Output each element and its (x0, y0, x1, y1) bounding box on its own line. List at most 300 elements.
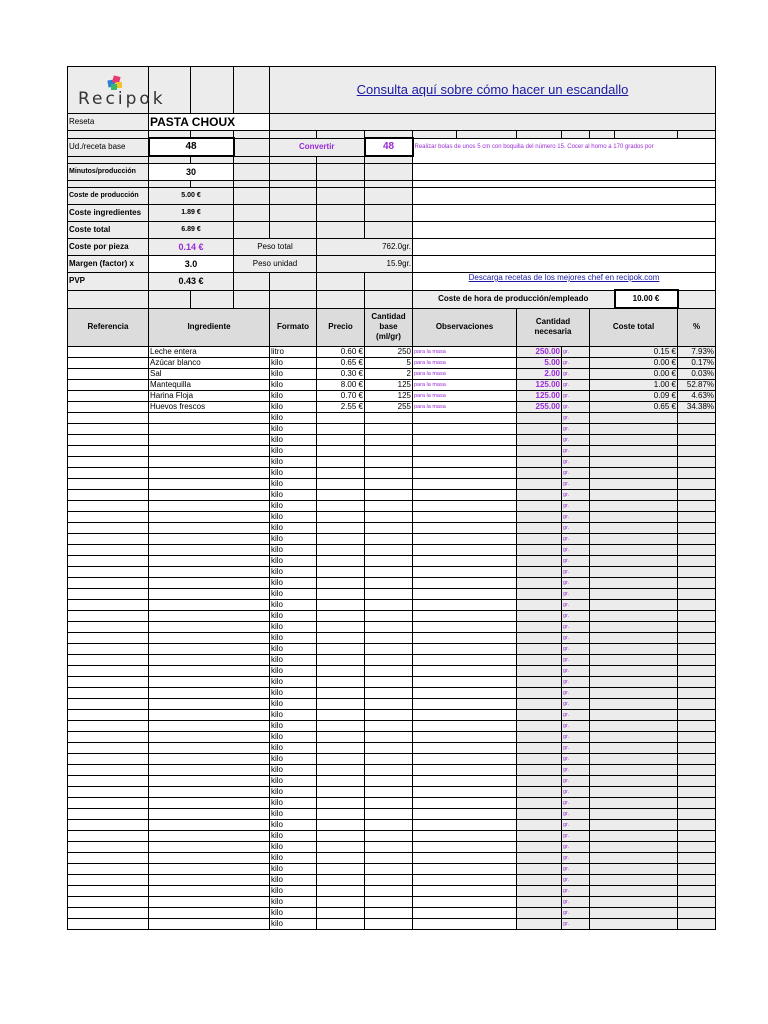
obs-cell[interactable] (413, 687, 517, 698)
precio-cell[interactable] (317, 874, 365, 885)
formato-cell[interactable]: kilo (270, 456, 317, 467)
ingrediente-cell[interactable] (149, 434, 270, 445)
formato-cell[interactable]: kilo (270, 610, 317, 621)
obs-cell[interactable] (413, 775, 517, 786)
referencia-cell[interactable] (68, 511, 149, 522)
obs-cell[interactable] (413, 467, 517, 478)
precio-cell[interactable] (317, 885, 365, 896)
ingrediente-cell[interactable] (149, 852, 270, 863)
precio-cell[interactable]: 0.70 € (317, 390, 365, 401)
formato-cell[interactable]: kilo (270, 588, 317, 599)
ingrediente-cell[interactable] (149, 643, 270, 654)
obs-cell[interactable] (413, 434, 517, 445)
precio-cell[interactable] (317, 665, 365, 676)
formato-cell[interactable]: kilo (270, 522, 317, 533)
referencia-cell[interactable] (68, 687, 149, 698)
ingrediente-cell[interactable] (149, 610, 270, 621)
base-cell[interactable] (365, 555, 413, 566)
precio-cell[interactable] (317, 456, 365, 467)
formato-cell[interactable]: kilo (270, 808, 317, 819)
referencia-cell[interactable] (68, 720, 149, 731)
base-cell[interactable] (365, 907, 413, 918)
ingrediente-cell[interactable]: Mantequilla (149, 379, 270, 390)
referencia-cell[interactable] (68, 709, 149, 720)
ingrediente-cell[interactable] (149, 533, 270, 544)
formato-cell[interactable]: kilo (270, 665, 317, 676)
ingrediente-cell[interactable] (149, 412, 270, 423)
precio-cell[interactable] (317, 698, 365, 709)
precio-cell[interactable]: 0.60 € (317, 346, 365, 357)
precio-cell[interactable]: 0.30 € (317, 368, 365, 379)
formato-cell[interactable]: kilo (270, 786, 317, 797)
referencia-cell[interactable] (68, 423, 149, 434)
referencia-cell[interactable] (68, 456, 149, 467)
obs-cell[interactable] (413, 698, 517, 709)
formato-cell[interactable]: kilo (270, 412, 317, 423)
precio-cell[interactable] (317, 731, 365, 742)
precio-cell[interactable]: 2.55 € (317, 401, 365, 412)
referencia-cell[interactable] (68, 863, 149, 874)
obs-cell[interactable] (413, 654, 517, 665)
formato-cell[interactable]: kilo (270, 874, 317, 885)
formato-cell[interactable]: kilo (270, 368, 317, 379)
base-cell[interactable] (365, 599, 413, 610)
base-cell[interactable] (365, 511, 413, 522)
formato-cell[interactable]: kilo (270, 621, 317, 632)
formato-cell[interactable]: kilo (270, 500, 317, 511)
ingrediente-cell[interactable] (149, 731, 270, 742)
precio-cell[interactable] (317, 489, 365, 500)
obs-cell[interactable] (413, 533, 517, 544)
base-cell[interactable] (365, 808, 413, 819)
ingrediente-cell[interactable]: Huevos frescos (149, 401, 270, 412)
obs-cell[interactable] (413, 907, 517, 918)
ingrediente-cell[interactable] (149, 522, 270, 533)
base-cell[interactable] (365, 841, 413, 852)
ingrediente-cell[interactable] (149, 709, 270, 720)
obs-cell[interactable] (413, 500, 517, 511)
referencia-cell[interactable] (68, 467, 149, 478)
base-cell[interactable] (365, 665, 413, 676)
obs-cell[interactable] (413, 896, 517, 907)
referencia-cell[interactable] (68, 379, 149, 390)
obs-cell[interactable] (413, 566, 517, 577)
base-cell[interactable] (365, 819, 413, 830)
convertir-input[interactable]: 48 (365, 138, 413, 156)
referencia-cell[interactable] (68, 852, 149, 863)
obs-cell[interactable] (413, 918, 517, 929)
ingrediente-cell[interactable] (149, 621, 270, 632)
formato-cell[interactable]: kilo (270, 489, 317, 500)
base-cell[interactable] (365, 434, 413, 445)
precio-cell[interactable] (317, 577, 365, 588)
ingrediente-cell[interactable] (149, 863, 270, 874)
referencia-cell[interactable] (68, 401, 149, 412)
obs-cell[interactable] (413, 665, 517, 676)
precio-cell[interactable] (317, 632, 365, 643)
obs-cell[interactable] (413, 764, 517, 775)
base-cell[interactable] (365, 885, 413, 896)
base-cell[interactable] (365, 544, 413, 555)
ingrediente-cell[interactable] (149, 566, 270, 577)
obs-cell[interactable] (413, 874, 517, 885)
referencia-cell[interactable] (68, 489, 149, 500)
obs-cell[interactable] (413, 632, 517, 643)
base-cell[interactable] (365, 423, 413, 434)
ingrediente-cell[interactable] (149, 577, 270, 588)
referencia-cell[interactable] (68, 566, 149, 577)
precio-cell[interactable] (317, 533, 365, 544)
formato-cell[interactable]: kilo (270, 511, 317, 522)
obs-cell[interactable] (413, 676, 517, 687)
base-cell[interactable] (365, 478, 413, 489)
formato-cell[interactable]: kilo (270, 863, 317, 874)
base-cell[interactable] (365, 775, 413, 786)
obs-cell[interactable] (413, 797, 517, 808)
formato-cell[interactable]: kilo (270, 753, 317, 764)
referencia-cell[interactable] (68, 500, 149, 511)
obs-cell[interactable] (413, 808, 517, 819)
referencia-cell[interactable] (68, 841, 149, 852)
base-cell[interactable] (365, 500, 413, 511)
formato-cell[interactable]: litro (270, 346, 317, 357)
formato-cell[interactable]: kilo (270, 676, 317, 687)
formato-cell[interactable]: kilo (270, 907, 317, 918)
referencia-cell[interactable] (68, 896, 149, 907)
ingrediente-cell[interactable] (149, 478, 270, 489)
precio-cell[interactable] (317, 610, 365, 621)
precio-cell[interactable] (317, 775, 365, 786)
ingrediente-cell[interactable] (149, 885, 270, 896)
referencia-cell[interactable] (68, 797, 149, 808)
obs-cell[interactable] (413, 643, 517, 654)
referencia-cell[interactable] (68, 874, 149, 885)
obs-cell[interactable] (413, 489, 517, 500)
base-cell[interactable]: 2 (365, 368, 413, 379)
referencia-cell[interactable] (68, 588, 149, 599)
base-cell[interactable] (365, 456, 413, 467)
obs-cell[interactable] (413, 456, 517, 467)
base-cell[interactable]: 5 (365, 357, 413, 368)
referencia-cell[interactable] (68, 830, 149, 841)
obs-cell[interactable]: para la masa (413, 401, 517, 412)
formato-cell[interactable]: kilo (270, 742, 317, 753)
referencia-cell[interactable] (68, 533, 149, 544)
ingrediente-cell[interactable]: Leche entera (149, 346, 270, 357)
precio-cell[interactable] (317, 599, 365, 610)
referencia-cell[interactable] (68, 445, 149, 456)
base-cell[interactable] (365, 632, 413, 643)
formato-cell[interactable]: kilo (270, 643, 317, 654)
ingrediente-cell[interactable] (149, 676, 270, 687)
obs-cell[interactable] (413, 841, 517, 852)
ingrediente-cell[interactable] (149, 808, 270, 819)
ingrediente-cell[interactable] (149, 687, 270, 698)
base-cell[interactable] (365, 764, 413, 775)
precio-cell[interactable] (317, 588, 365, 599)
formato-cell[interactable]: kilo (270, 698, 317, 709)
precio-cell[interactable] (317, 808, 365, 819)
formato-cell[interactable]: kilo (270, 478, 317, 489)
precio-cell[interactable] (317, 621, 365, 632)
precio-cell[interactable] (317, 478, 365, 489)
formato-cell[interactable]: kilo (270, 918, 317, 929)
referencia-cell[interactable] (68, 654, 149, 665)
formato-cell[interactable]: kilo (270, 390, 317, 401)
formato-cell[interactable]: kilo (270, 841, 317, 852)
precio-cell[interactable] (317, 566, 365, 577)
ingrediente-cell[interactable] (149, 445, 270, 456)
base-cell[interactable]: 255 (365, 401, 413, 412)
base-cell[interactable] (365, 445, 413, 456)
hora-input[interactable]: 10.00 € (615, 290, 678, 308)
obs-cell[interactable] (413, 522, 517, 533)
precio-cell[interactable] (317, 676, 365, 687)
obs-cell[interactable]: para la masa (413, 357, 517, 368)
obs-cell[interactable] (413, 478, 517, 489)
precio-cell[interactable] (317, 786, 365, 797)
formato-cell[interactable]: kilo (270, 632, 317, 643)
base-cell[interactable] (365, 654, 413, 665)
precio-cell[interactable]: 0.65 € (317, 357, 365, 368)
obs-cell[interactable]: para la masa (413, 368, 517, 379)
ingrediente-cell[interactable] (149, 786, 270, 797)
ingrediente-cell[interactable] (149, 500, 270, 511)
ingrediente-cell[interactable] (149, 665, 270, 676)
formato-cell[interactable]: kilo (270, 852, 317, 863)
formato-cell[interactable]: kilo (270, 687, 317, 698)
ingrediente-cell[interactable]: Sal (149, 368, 270, 379)
formato-cell[interactable]: kilo (270, 797, 317, 808)
obs-cell[interactable] (413, 610, 517, 621)
base-cell[interactable] (365, 643, 413, 654)
descarga-link[interactable]: Descarga recetas de los mejores chef en recipok.com (468, 273, 660, 282)
referencia-cell[interactable] (68, 676, 149, 687)
precio-cell[interactable] (317, 412, 365, 423)
referencia-cell[interactable] (68, 698, 149, 709)
obs-cell[interactable] (413, 852, 517, 863)
ingrediente-cell[interactable] (149, 511, 270, 522)
referencia-cell[interactable] (68, 819, 149, 830)
referencia-cell[interactable] (68, 357, 149, 368)
precio-cell[interactable] (317, 841, 365, 852)
base-cell[interactable] (365, 676, 413, 687)
referencia-cell[interactable] (68, 555, 149, 566)
precio-cell[interactable] (317, 445, 365, 456)
ingrediente-cell[interactable] (149, 830, 270, 841)
obs-cell[interactable] (413, 555, 517, 566)
formato-cell[interactable]: kilo (270, 885, 317, 896)
base-cell[interactable] (365, 918, 413, 929)
referencia-cell[interactable] (68, 621, 149, 632)
base-cell[interactable] (365, 742, 413, 753)
ingrediente-cell[interactable] (149, 456, 270, 467)
referencia-cell[interactable] (68, 808, 149, 819)
recipe-name[interactable]: PASTA CHOUX (149, 114, 270, 131)
formato-cell[interactable]: kilo (270, 555, 317, 566)
ingrediente-cell[interactable] (149, 764, 270, 775)
base-cell[interactable] (365, 874, 413, 885)
obs-cell[interactable] (413, 599, 517, 610)
formato-cell[interactable]: kilo (270, 423, 317, 434)
formato-cell[interactable]: kilo (270, 467, 317, 478)
base-cell[interactable]: 250 (365, 346, 413, 357)
referencia-cell[interactable] (68, 643, 149, 654)
precio-cell[interactable] (317, 423, 365, 434)
referencia-cell[interactable] (68, 610, 149, 621)
referencia-cell[interactable] (68, 918, 149, 929)
precio-cell[interactable] (317, 907, 365, 918)
precio-cell[interactable] (317, 555, 365, 566)
ingrediente-cell[interactable] (149, 775, 270, 786)
obs-cell[interactable] (413, 720, 517, 731)
base-cell[interactable] (365, 566, 413, 577)
ingrediente-cell[interactable] (149, 544, 270, 555)
base-cell[interactable] (365, 830, 413, 841)
precio-cell[interactable] (317, 544, 365, 555)
obs-cell[interactable] (413, 819, 517, 830)
referencia-cell[interactable] (68, 665, 149, 676)
formato-cell[interactable]: kilo (270, 896, 317, 907)
ingrediente-cell[interactable] (149, 720, 270, 731)
base-cell[interactable] (365, 412, 413, 423)
referencia-cell[interactable] (68, 632, 149, 643)
referencia-cell[interactable] (68, 742, 149, 753)
referencia-cell[interactable] (68, 522, 149, 533)
formato-cell[interactable]: kilo (270, 533, 317, 544)
ingrediente-cell[interactable] (149, 819, 270, 830)
formato-cell[interactable]: kilo (270, 599, 317, 610)
base-cell[interactable] (365, 852, 413, 863)
precio-cell[interactable]: 8.00 € (317, 379, 365, 390)
formato-cell[interactable]: kilo (270, 654, 317, 665)
formato-cell[interactable]: kilo (270, 434, 317, 445)
base-cell[interactable] (365, 709, 413, 720)
obs-cell[interactable] (413, 577, 517, 588)
referencia-cell[interactable] (68, 753, 149, 764)
ingrediente-cell[interactable] (149, 423, 270, 434)
obs-cell[interactable] (413, 731, 517, 742)
ingrediente-cell[interactable] (149, 599, 270, 610)
obs-cell[interactable] (413, 885, 517, 896)
ingrediente-cell[interactable] (149, 907, 270, 918)
formato-cell[interactable]: kilo (270, 357, 317, 368)
obs-cell[interactable]: para la masa (413, 390, 517, 401)
obs-cell[interactable] (413, 412, 517, 423)
ingrediente-cell[interactable] (149, 918, 270, 929)
base-cell[interactable] (365, 577, 413, 588)
obs-cell[interactable] (413, 511, 517, 522)
ingrediente-cell[interactable] (149, 632, 270, 643)
referencia-cell[interactable] (68, 577, 149, 588)
base-cell[interactable] (365, 786, 413, 797)
base-cell[interactable] (365, 533, 413, 544)
margen-input[interactable]: 3.0 (149, 256, 234, 273)
ingrediente-cell[interactable]: Azúcar blanco (149, 357, 270, 368)
formato-cell[interactable]: kilo (270, 775, 317, 786)
precio-cell[interactable] (317, 753, 365, 764)
formato-cell[interactable]: kilo (270, 709, 317, 720)
precio-cell[interactable] (317, 819, 365, 830)
precio-cell[interactable] (317, 687, 365, 698)
obs-cell[interactable] (413, 588, 517, 599)
precio-cell[interactable] (317, 764, 365, 775)
ingrediente-cell[interactable] (149, 489, 270, 500)
formato-cell[interactable]: kilo (270, 566, 317, 577)
referencia-cell[interactable] (68, 731, 149, 742)
precio-cell[interactable] (317, 709, 365, 720)
referencia-cell[interactable] (68, 434, 149, 445)
referencia-cell[interactable] (68, 775, 149, 786)
ud-receta-input[interactable]: 48 (149, 138, 234, 156)
obs-cell[interactable] (413, 709, 517, 720)
referencia-cell[interactable] (68, 786, 149, 797)
base-cell[interactable]: 125 (365, 379, 413, 390)
obs-cell[interactable] (413, 544, 517, 555)
base-cell[interactable] (365, 588, 413, 599)
obs-cell[interactable] (413, 753, 517, 764)
ingrediente-cell[interactable] (149, 742, 270, 753)
ingrediente-cell[interactable] (149, 654, 270, 665)
formato-cell[interactable]: kilo (270, 819, 317, 830)
ingrediente-cell[interactable] (149, 698, 270, 709)
base-cell[interactable] (365, 797, 413, 808)
base-cell[interactable] (365, 896, 413, 907)
recipe-note[interactable]: Realizar bolas de unos 5 cm con boquilla del número 15. Cocer al horno a 170 grados por (413, 138, 716, 164)
obs-cell[interactable] (413, 863, 517, 874)
referencia-cell[interactable] (68, 412, 149, 423)
base-cell[interactable] (365, 753, 413, 764)
precio-cell[interactable] (317, 742, 365, 753)
formato-cell[interactable]: kilo (270, 720, 317, 731)
formato-cell[interactable]: kilo (270, 577, 317, 588)
obs-cell[interactable] (413, 786, 517, 797)
base-cell[interactable] (365, 522, 413, 533)
ingrediente-cell[interactable] (149, 797, 270, 808)
convertir-button[interactable]: Convertir (270, 138, 365, 156)
base-cell[interactable] (365, 621, 413, 632)
precio-cell[interactable] (317, 467, 365, 478)
escandallo-link[interactable]: Consulta aquí sobre cómo hacer un escandallo (356, 82, 629, 97)
precio-cell[interactable] (317, 830, 365, 841)
ingrediente-cell[interactable] (149, 896, 270, 907)
formato-cell[interactable]: kilo (270, 764, 317, 775)
base-cell[interactable] (365, 720, 413, 731)
obs-cell[interactable]: para la masa (413, 346, 517, 357)
precio-cell[interactable] (317, 797, 365, 808)
base-cell[interactable] (365, 467, 413, 478)
referencia-cell[interactable] (68, 478, 149, 489)
base-cell[interactable] (365, 698, 413, 709)
precio-cell[interactable] (317, 511, 365, 522)
base-cell[interactable] (365, 731, 413, 742)
precio-cell[interactable] (317, 500, 365, 511)
precio-cell[interactable] (317, 434, 365, 445)
formato-cell[interactable]: kilo (270, 544, 317, 555)
minutos-value[interactable]: 30 (149, 164, 234, 181)
precio-cell[interactable] (317, 643, 365, 654)
precio-cell[interactable] (317, 918, 365, 929)
formato-cell[interactable]: kilo (270, 830, 317, 841)
referencia-cell[interactable] (68, 368, 149, 379)
precio-cell[interactable] (317, 720, 365, 731)
referencia-cell[interactable] (68, 885, 149, 896)
precio-cell[interactable] (317, 852, 365, 863)
obs-cell[interactable] (413, 621, 517, 632)
base-cell[interactable]: 125 (365, 390, 413, 401)
base-cell[interactable] (365, 610, 413, 621)
base-cell[interactable] (365, 489, 413, 500)
